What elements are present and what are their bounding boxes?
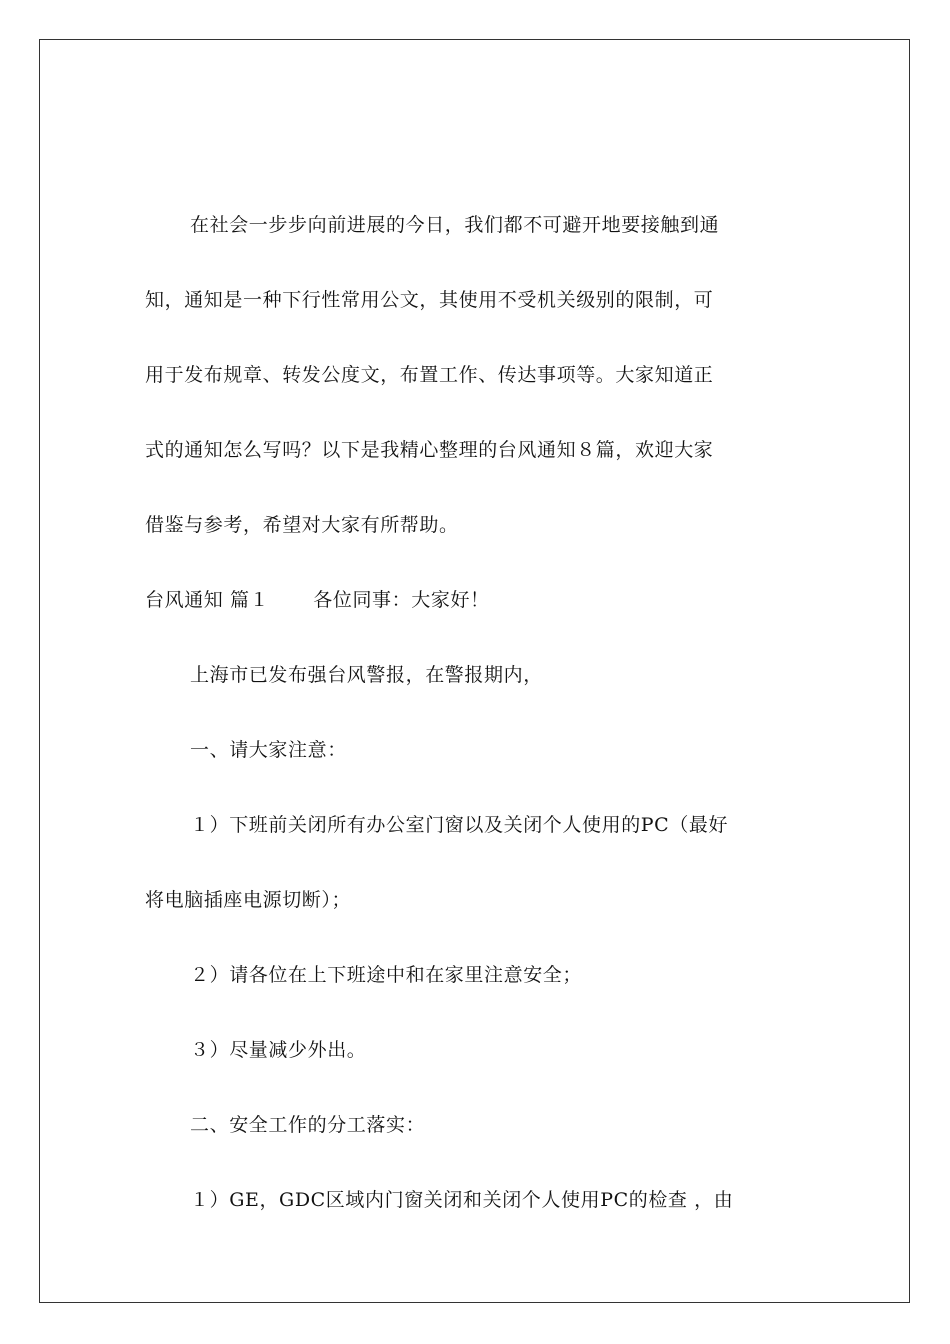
body-line-1: 上海市已发布强台风警报，在警报期内，: [190, 664, 543, 686]
intro-line-4: 式的通知怎么写吗？以下是我精心整理的台风通知８篇，欢迎大家: [145, 439, 714, 461]
body-line-8: １）GE，GDC区域内门窗关闭和关闭个人使用PC的检查 ，由: [190, 1189, 734, 1211]
section-heading-row: [145, 586, 805, 614]
intro-line-2: 知，通知是一种下行性常用公文，其使用不受机关级别的限制，可: [145, 289, 714, 311]
intro-line-3: 用于发布规章、转发公度文，布置工作、传达事项等。大家知道正: [145, 364, 714, 386]
greeting: 各位同事：大家好！: [313, 589, 490, 611]
body-line-4: 将电脑插座电源切断）；: [145, 889, 352, 911]
intro-line-5: 借鉴与参考，希望对大家有所帮助。: [145, 514, 459, 536]
body-line-5: ２）请各位在上下班途中和在家里注意安全；: [190, 964, 583, 986]
body-line-2: 一、请大家注意：: [190, 739, 347, 761]
body-line-7: 二、安全工作的分工落实：: [190, 1114, 426, 1136]
section-heading: 台风通知 篇１: [145, 589, 270, 611]
body-line-6: ３）尽量减少外出。: [190, 1039, 367, 1061]
body-line-3: １）下班前关闭所有办公室门窗以及关闭个人使用的PC（最好: [190, 814, 729, 836]
intro-line-1: 在社会一步步向前进展的今日，我们都不可避开地要接触到通: [190, 214, 720, 236]
